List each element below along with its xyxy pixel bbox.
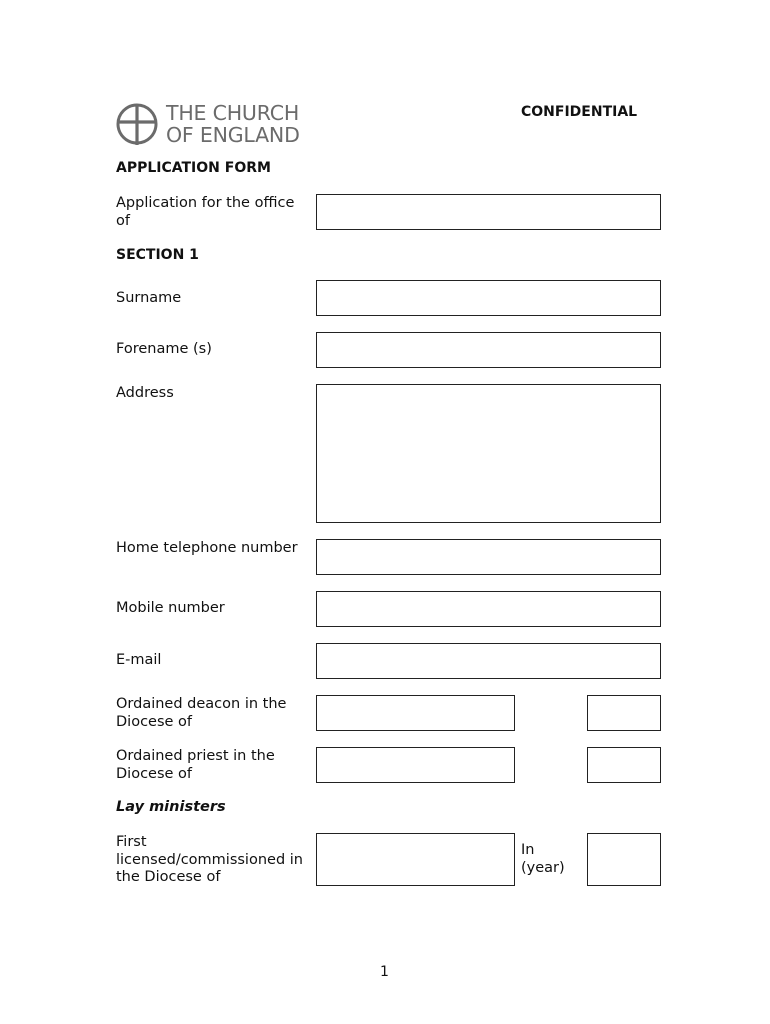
page-number: 1 bbox=[380, 964, 389, 980]
office-field[interactable] bbox=[316, 194, 661, 230]
address-label: Address bbox=[116, 385, 174, 401]
email-label: E-mail bbox=[116, 652, 162, 668]
email-field[interactable] bbox=[316, 643, 661, 679]
lay-ministers-heading: Lay ministers bbox=[116, 799, 226, 815]
deacon-diocese-field[interactable] bbox=[316, 695, 515, 731]
priest-label: Ordained priest in the Diocese of bbox=[116, 748, 275, 782]
deacon-year-field[interactable] bbox=[587, 695, 661, 731]
form-title: APPLICATION FORM bbox=[116, 160, 271, 176]
office-label: Application for the office of bbox=[116, 195, 295, 229]
logo-text-line1: THE CHURCH bbox=[166, 101, 300, 125]
forename-field[interactable] bbox=[316, 332, 661, 368]
surname-field[interactable] bbox=[316, 280, 661, 316]
cross-circle-icon bbox=[116, 102, 160, 146]
priest-diocese-field[interactable] bbox=[316, 747, 515, 783]
church-of-england-logo bbox=[116, 102, 326, 148]
confidential-label: CONFIDENTIAL bbox=[521, 104, 638, 120]
logo-text-line2: OF ENGLAND bbox=[166, 123, 300, 147]
deacon-label: Ordained deacon in the Diocese of bbox=[116, 696, 287, 730]
address-field[interactable] bbox=[316, 384, 661, 523]
licensed-label: First licensed/commissioned in the Diocese of bbox=[116, 834, 303, 885]
priest-year-field[interactable] bbox=[587, 747, 661, 783]
home-phone-field[interactable] bbox=[316, 539, 661, 575]
licensed-diocese-field[interactable] bbox=[316, 833, 515, 886]
in-year-label: In (year) bbox=[521, 842, 565, 876]
home-phone-label: Home telephone number bbox=[116, 540, 298, 556]
section-1-heading: SECTION 1 bbox=[116, 247, 199, 263]
mobile-field[interactable] bbox=[316, 591, 661, 627]
licensed-year-field[interactable] bbox=[587, 833, 661, 886]
surname-label: Surname bbox=[116, 290, 182, 306]
mobile-label: Mobile number bbox=[116, 600, 225, 616]
forename-label: Forename (s) bbox=[116, 341, 212, 357]
